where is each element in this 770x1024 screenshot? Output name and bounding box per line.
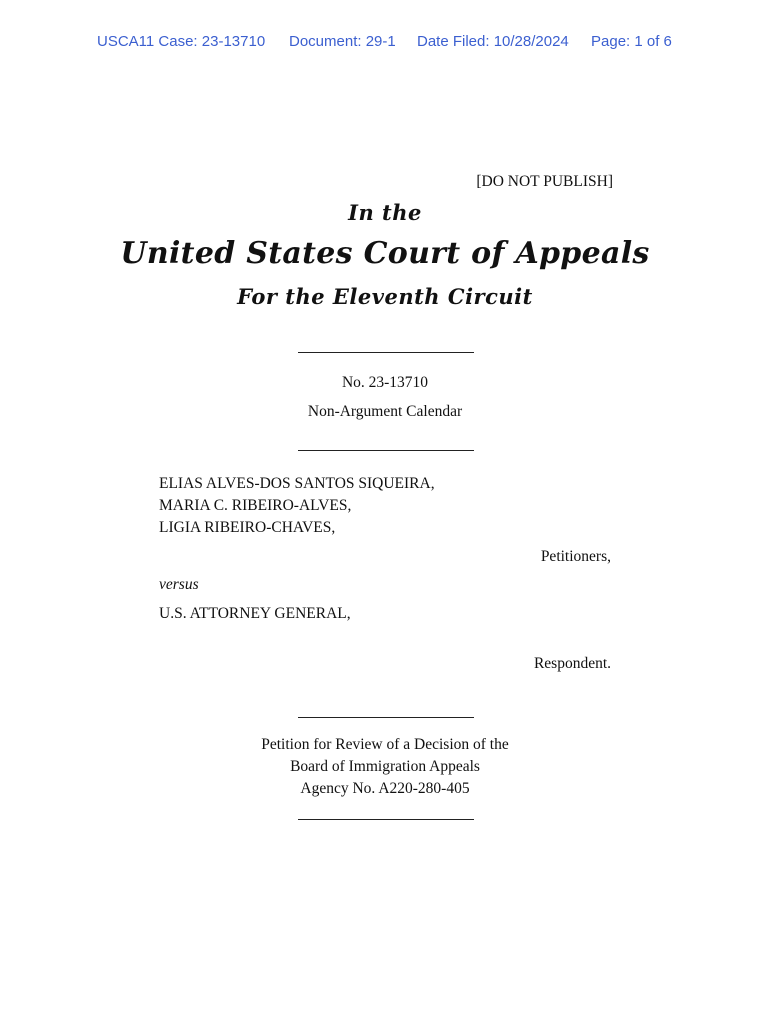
divider-rule: [298, 352, 474, 353]
petitioners-label: Petitioners,: [540, 548, 611, 565]
petitioner-name: LIGIA RIBEIRO-CHAVES,: [159, 519, 336, 536]
versus-label: versus: [159, 576, 199, 593]
stamp-date-filed: Date Filed: 10/28/2024: [417, 33, 569, 50]
court-name: United States Court of Appeals: [120, 236, 650, 271]
petition-board: Board of Immigration Appeals: [290, 758, 480, 775]
divider-rule: [298, 717, 474, 718]
case-number: No. 23-13710: [341, 374, 429, 391]
petitioner-name: ELIAS ALVES-DOS SANTOS SIQUEIRA,: [159, 475, 435, 492]
court-circuit: For the Eleventh Circuit: [237, 284, 533, 309]
publication-status: [DO NOT PUBLISH]: [476, 173, 613, 190]
court-intro: In the: [348, 200, 422, 225]
calendar-type: Non-Argument Calendar: [307, 403, 463, 420]
divider-rule: [298, 819, 474, 820]
stamp-case-number: USCA11 Case: 23-13710: [97, 33, 266, 50]
respondent-name: U.S. ATTORNEY GENERAL,: [159, 605, 351, 622]
respondent-label: Respondent.: [533, 655, 611, 672]
divider-rule: [298, 450, 474, 451]
petitioner-name: MARIA C. RIBEIRO-ALVES,: [159, 497, 352, 514]
petition-description: Petition for Review of a Decision of the: [261, 736, 509, 753]
agency-number: Agency No. A220-280-405: [300, 780, 470, 797]
stamp-document-number: Document: 29-1: [289, 33, 396, 50]
stamp-page-number: Page: 1 of 6: [591, 33, 672, 50]
